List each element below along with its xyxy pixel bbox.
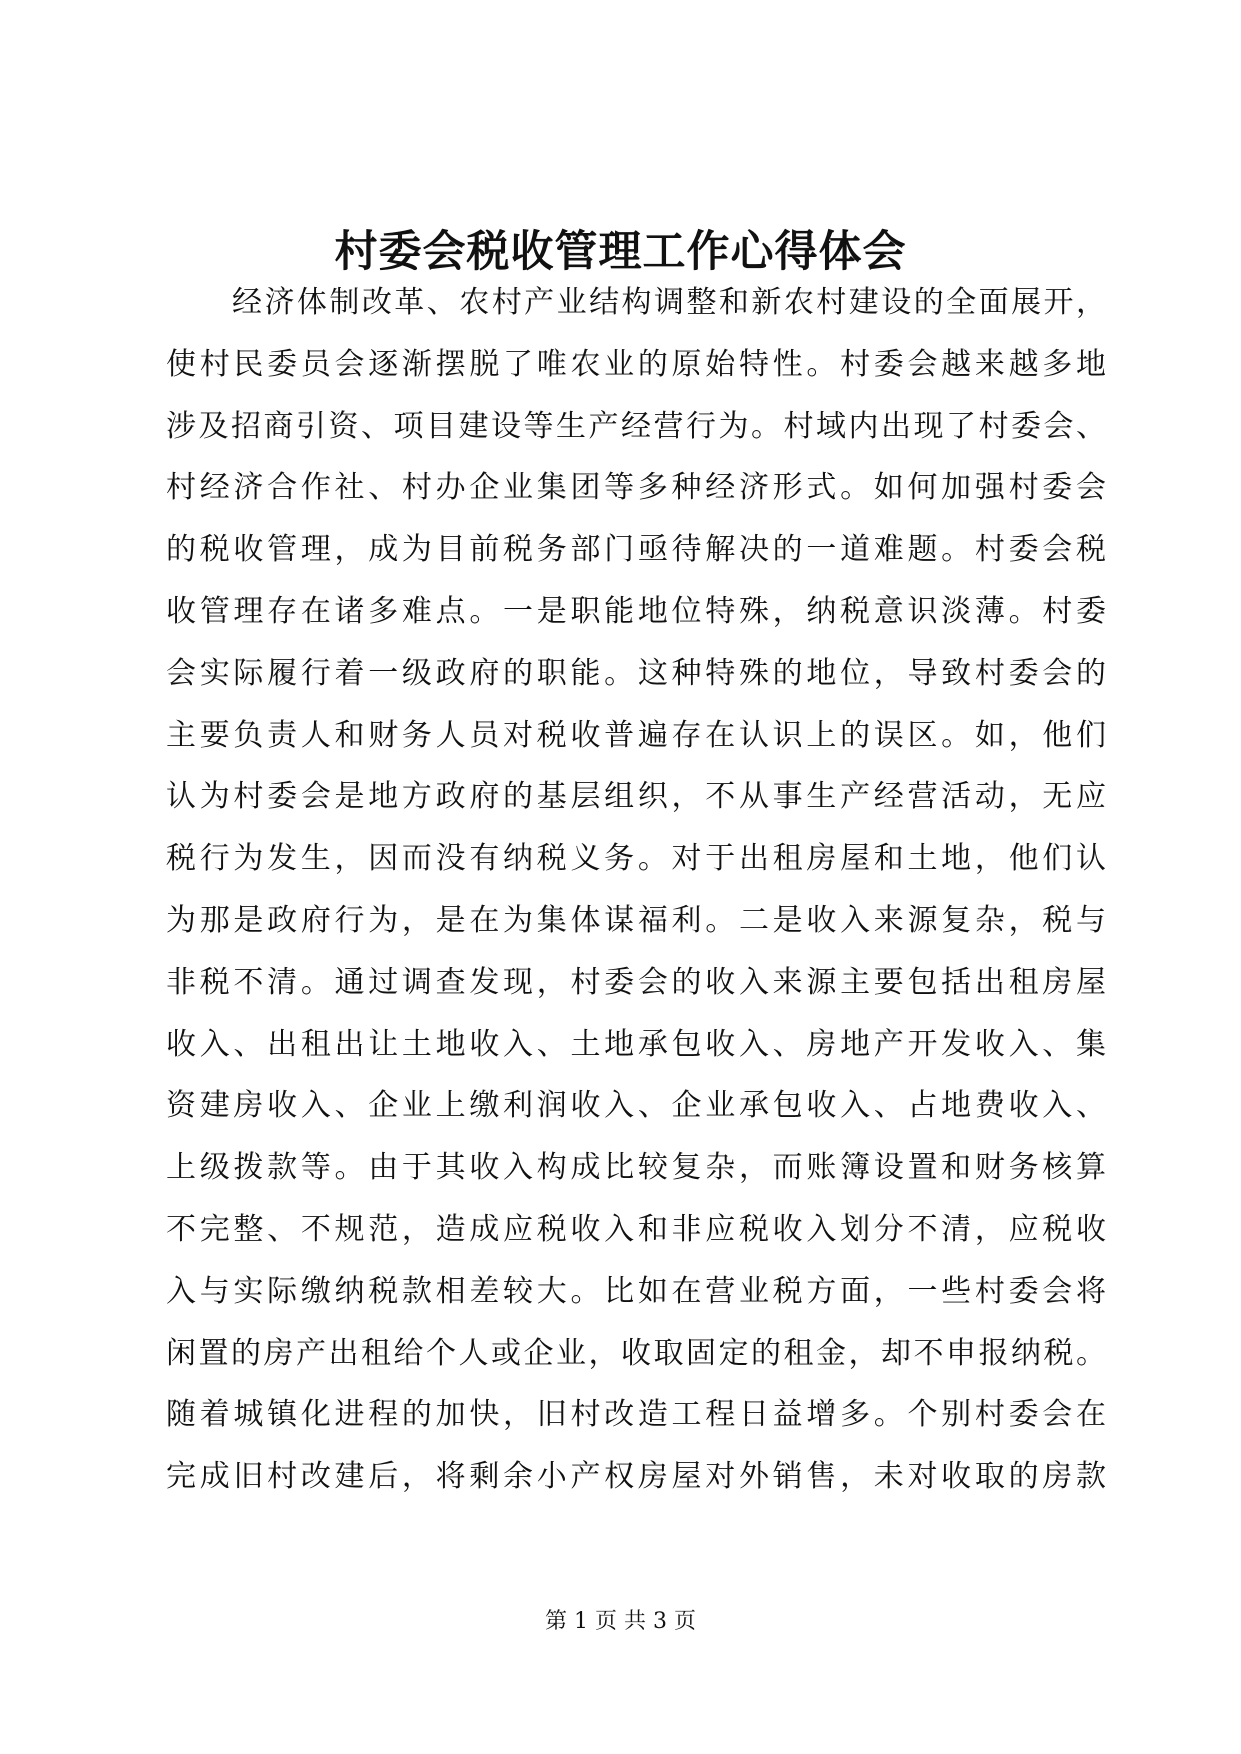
paragraph-line: 的税收管理，成为目前税务部门亟待解决的一道难题。村委会税	[166, 532, 1106, 568]
paragraph-line: 闲置的房产出租给个人或企业，收取固定的租金，却不申报纳税。	[166, 1335, 1106, 1371]
paragraph-line: 使村民委员会逐渐摆脱了唯农业的原始特性。村委会越来越多地	[166, 346, 1106, 382]
paragraph-line: 完成旧村改建后，将剩余小产权房屋对外销售，未对收取的房款	[166, 1459, 1106, 1495]
document-title: 村委会税收管理工作心得体会	[334, 227, 907, 277]
document-body	[166, 272, 1106, 1508]
paragraph-line: 随着城镇化进程的加快，旧村改造工程日益增多。个别村委会在	[166, 1397, 1106, 1433]
paragraph-line: 主要负责人和财务人员对税收普遍存在认识上的误区。如，他们	[166, 717, 1106, 753]
paragraph-line: 收管理存在诸多难点。一是职能地位特殊，纳税意识淡薄。村委	[166, 593, 1106, 629]
paragraph-line: 认为村委会是地方政府的基层组织，不从事生产经营活动，无应	[166, 779, 1106, 815]
paragraph-line: 村经济合作社、村办企业集团等多种经济形式。如何加强村委会	[166, 470, 1106, 506]
paragraph-line: 非税不清。通过调查发现，村委会的收入来源主要包括出租房屋	[166, 964, 1106, 1000]
paragraph-line: 涉及招商引资、项目建设等生产经营行为。村域内出现了村委会、	[166, 408, 1106, 444]
paragraph-line: 收入、出租出让土地收入、土地承包收入、房地产开发收入、集	[166, 1026, 1106, 1062]
paragraph-line: 入与实际缴纳税款相差较大。比如在营业税方面，一些村委会将	[166, 1273, 1106, 1309]
page-number-footer: 第 1 页 共 3 页	[545, 1609, 696, 1634]
paragraph-line: 上级拨款等。由于其收入构成比较复杂，而账簿设置和财务核算	[166, 1150, 1106, 1186]
paragraph-line: 税行为发生，因而没有纳税义务。对于出租房屋和土地，他们认	[166, 841, 1106, 877]
paragraph-line: 为那是政府行为，是在为集体谋福利。二是收入来源复杂，税与	[166, 902, 1106, 938]
paragraph-line: 会实际履行着一级政府的职能。这种特殊的地位，导致村委会的	[166, 655, 1106, 691]
paragraph-line: 资建房收入、企业上缴利润收入、企业承包收入、占地费收入、	[166, 1088, 1106, 1124]
paragraph-line: 经济体制改革、农村产业结构调整和新农村建设的全面展开，	[232, 285, 1106, 320]
paragraph-line: 不完整、不规范，造成应税收入和非应税收入划分不清，应税收	[166, 1211, 1106, 1247]
